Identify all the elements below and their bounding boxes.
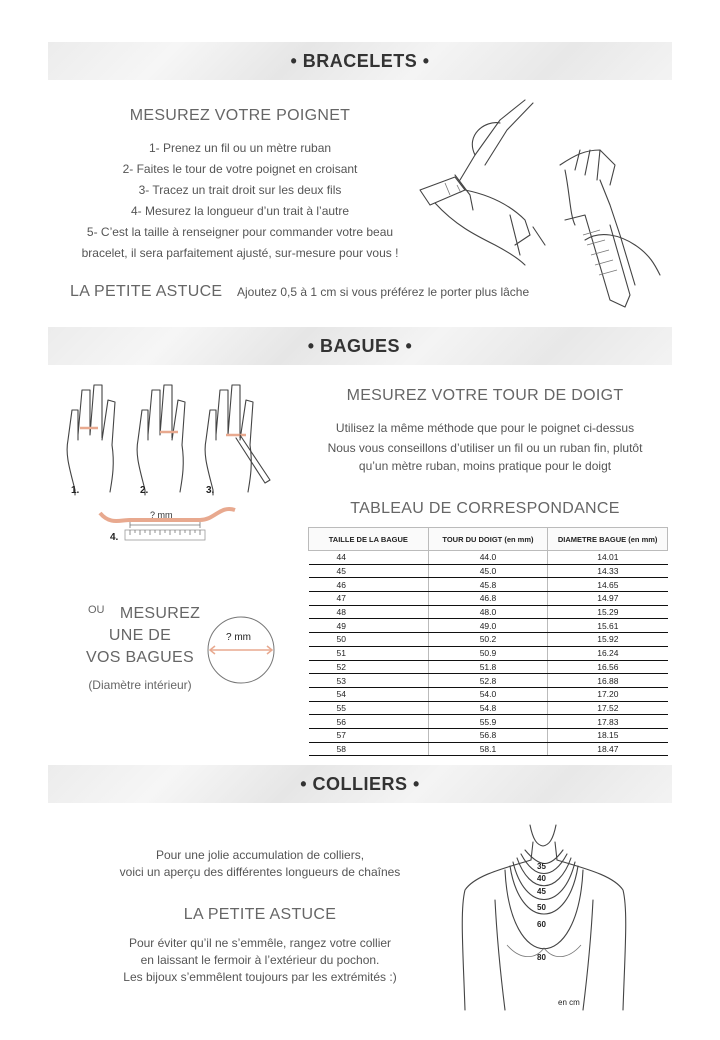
alt-prefix: OU (88, 604, 105, 616)
bagues-section-title: • BAGUES • (307, 335, 413, 356)
bracelets-tip-label: LA PETITE ASTUCE (70, 283, 223, 300)
ring-size-cell: 56 (309, 715, 429, 729)
wrist-measure-illustration (415, 95, 565, 275)
colliers-tip (50, 935, 470, 986)
alt-note: (Diamètre intérieur) (88, 678, 192, 692)
ring-size-row (309, 619, 668, 633)
bracelets-step-4: 4- Mesurez la longueur d’un trait à l’autre (130, 204, 350, 218)
ring-size-cell: 45 (309, 564, 429, 578)
colliers-tip-1: Pour éviter qu’il ne s’emmêle, rangez votre collier (128, 936, 392, 950)
ring-size-cell: 46 (309, 578, 429, 592)
bracelets-step-5: 5- C’est la taille à renseigner pour commander votre beau (86, 225, 394, 239)
ring-size-cell: 57 (309, 728, 429, 742)
colliers-intro-2: voici un aperçu des différentes longueurs de chaînes (119, 865, 401, 879)
necklace-length-40: 40 (537, 874, 546, 883)
ring-size-row (309, 646, 668, 660)
alt-line-1: MESUREZ (119, 605, 201, 622)
ring-size-cell: 44 (309, 551, 429, 565)
ring-size-row (309, 633, 668, 647)
bagues-instructions (300, 418, 670, 475)
necklace-unit: en cm (558, 998, 580, 1007)
finger-circumference-cell: 58.1 (428, 742, 548, 756)
necklace-length-80: 80 (537, 953, 546, 962)
finger-step-1-number: 1. (71, 485, 80, 496)
finger-step-4-number: 4. (110, 532, 119, 543)
alt-line-2: UNE DE (108, 627, 172, 644)
ring-diameter-cell: 17.20 (548, 687, 668, 701)
ring-diameter-cell: 18.15 (548, 728, 668, 742)
finger-circumference-cell: 54.0 (428, 687, 548, 701)
ring-diameter-cell: 15.61 (548, 619, 668, 633)
ring-diameter-cell: 18.47 (548, 742, 668, 756)
colliers-tip-2: en laissant le fermoir à l’extérieur du pochon. (140, 953, 380, 967)
finger-circumference-cell: 44.0 (428, 551, 548, 565)
finger-circumference-cell: 45.8 (428, 578, 548, 592)
finger-circumference-cell: 55.9 (428, 715, 548, 729)
alt-heading (100, 603, 220, 625)
ring-size-row (309, 742, 668, 756)
ring-diameter-cell: 14.33 (548, 564, 668, 578)
finger-circumference-cell: 48.0 (428, 605, 548, 619)
bracelets-tip-text: Ajoutez 0,5 à 1 cm si vous préférez le porter plus lâche (237, 285, 530, 299)
finger-circumference-cell: 51.8 (428, 660, 548, 674)
ring-diameter-cell: 15.29 (548, 605, 668, 619)
ring-size-row (309, 605, 668, 619)
ring-diameter-cell: 17.52 (548, 701, 668, 715)
ring-diameter-cell: 14.01 (548, 551, 668, 565)
finger-circumference-cell: 56.8 (428, 728, 548, 742)
bracelets-steps (60, 138, 420, 264)
ring-size-cell: 51 (309, 646, 429, 660)
finger-measure-illustration (60, 380, 290, 550)
colliers-intro-1: Pour une jolie accumulation de colliers, (155, 848, 365, 862)
necklace-length-illustration (455, 820, 635, 1015)
ring-diameter-cell: 16.88 (548, 674, 668, 688)
ring-size-cell: 53 (309, 674, 429, 688)
ring-size-cell: 49 (309, 619, 429, 633)
finger-circumference-cell: 50.9 (428, 646, 548, 660)
colliers-section-title: • COLLIERS • (300, 773, 420, 794)
bagues-section-banner (48, 327, 672, 365)
header-ring-diameter: DIAMETRE BAGUE (en mm) (548, 528, 668, 551)
finger-circumference-cell: 45.0 (428, 564, 548, 578)
ring-size-table (308, 527, 668, 756)
finger-circumference-cell: 52.8 (428, 674, 548, 688)
alt-line-3: VOS BAGUES (86, 649, 194, 666)
ring-size-cell: 50 (309, 633, 429, 647)
ring-size-row (309, 715, 668, 729)
colliers-tip-label: LA PETITE ASTUCE (183, 906, 337, 923)
finger-step-2-number: 2. (140, 485, 149, 496)
ring-size-row (309, 687, 668, 701)
ring-size-cell: 55 (309, 701, 429, 715)
bagues-text-3: qu’un mètre ruban, moins pratique pour le doigt (358, 459, 612, 473)
finger-step-3-number: 3. (206, 485, 215, 496)
ring-size-row (309, 592, 668, 606)
necklace-length-45: 45 (537, 887, 546, 896)
ring-size-row (309, 701, 668, 715)
ring-diameter-cell: 17.83 (548, 715, 668, 729)
ring-diameter-cell: 14.65 (548, 578, 668, 592)
finger-circumference-cell: 50.2 (428, 633, 548, 647)
ring-diameter-cell: 16.56 (548, 660, 668, 674)
necklace-length-50: 50 (537, 903, 546, 912)
header-finger-circumference: TOUR DU DOIGT (en mm) (428, 528, 548, 551)
colliers-tip-3: Les bijoux s’emmêlent toujours par les extrémités :) (123, 970, 397, 984)
bagues-text-1: Utilisez la même méthode que pour le poignet ci-dessus (335, 421, 635, 435)
ring-diameter-illustration (205, 614, 277, 686)
necklace-length-60: 60 (537, 920, 546, 929)
bracelets-section-title: • BRACELETS • (290, 50, 430, 71)
ring-size-row (309, 728, 668, 742)
ring-size-cell: 58 (309, 742, 429, 756)
ring-size-row (309, 674, 668, 688)
colliers-intro (60, 847, 460, 881)
finger-circumference-cell: 46.8 (428, 592, 548, 606)
ring-size-row (309, 551, 668, 565)
bracelets-step-6: bracelet, il sera parfaitement ajusté, sur-mesure pour vous ! (81, 246, 399, 260)
bagues-heading: MESUREZ VOTRE TOUR DE DOIGT (346, 387, 624, 404)
necklace-length-35: 35 (537, 862, 546, 871)
bracelets-heading: MESUREZ VOTRE POIGNET (129, 107, 351, 124)
ring-diameter-cell: 16.24 (548, 646, 668, 660)
header-ring-size: TAILLE DE LA BAGUE (309, 528, 429, 551)
ruler-label: ? mm (150, 510, 173, 520)
bracelets-step-2: 2- Faites le tour de votre poignet en croisant (122, 162, 358, 176)
ring-diameter-cell: 15.92 (548, 633, 668, 647)
ring-size-row (309, 660, 668, 674)
bracelets-section-banner (48, 42, 672, 80)
ring-size-row (309, 564, 668, 578)
ring-size-cell: 47 (309, 592, 429, 606)
alt-heading-cont (60, 625, 220, 669)
bagues-text-2: Nous vous conseillons d’utiliser un fil ou un ruban fin, plutôt (327, 441, 643, 455)
ring-size-cell: 54 (309, 687, 429, 701)
ring-diameter-cell: 14.97 (548, 592, 668, 606)
table-title: TABLEAU DE CORRESPONDANCE (350, 500, 620, 517)
ring-size-cell: 52 (309, 660, 429, 674)
ring-size-row (309, 578, 668, 592)
finger-circumference-cell: 54.8 (428, 701, 548, 715)
ring-size-table-header (309, 528, 668, 551)
bracelets-step-1: 1- Prenez un fil ou un mètre ruban (148, 141, 332, 155)
colliers-section-banner (48, 765, 672, 803)
finger-circumference-cell: 49.0 (428, 619, 548, 633)
bracelets-step-3: 3- Tracez un trait droit sur les deux fils (138, 183, 342, 197)
ring-size-cell: 48 (309, 605, 429, 619)
wrist-tape-illustration (555, 145, 665, 315)
ring-diameter-label: ? mm (226, 632, 251, 643)
